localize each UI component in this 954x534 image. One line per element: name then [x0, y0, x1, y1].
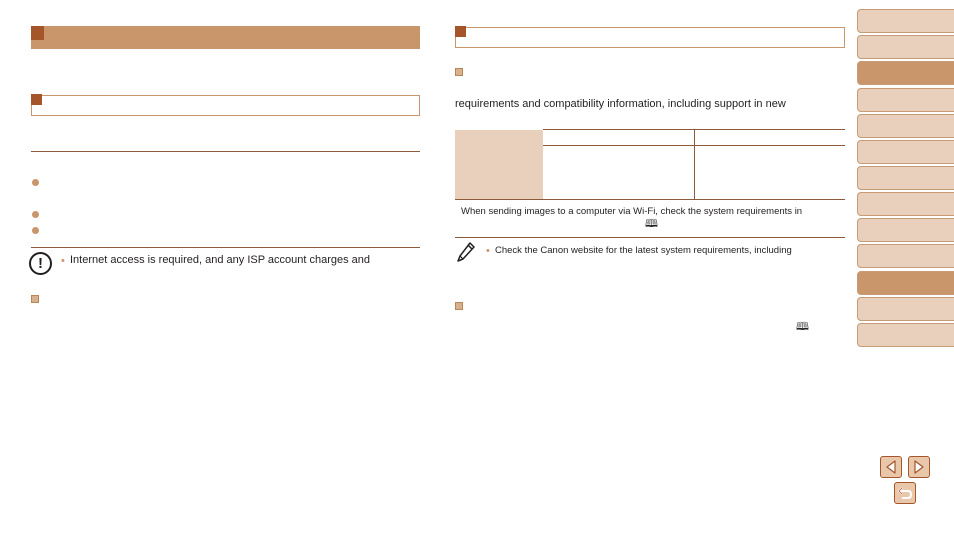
book-icon[interactable]: 🕮	[796, 321, 809, 333]
note-divider	[455, 237, 845, 238]
caution-icon: !	[29, 252, 52, 275]
sidebar-tab[interactable]	[857, 297, 954, 321]
sidebar-tab[interactable]	[857, 9, 954, 33]
subheading-marker	[455, 68, 463, 76]
back-button[interactable]	[894, 482, 916, 504]
sidebar-tab[interactable]	[857, 88, 954, 112]
table-note-text: When sending images to a computer via Wi-Fi, check the system requirements in	[461, 206, 803, 217]
note-bullet-mark: •	[486, 245, 490, 257]
pencil-icon	[456, 241, 476, 265]
section-heading-bar	[31, 26, 420, 49]
sidebar-tab[interactable]	[857, 35, 954, 59]
bullet-point	[32, 211, 39, 218]
right-heading-marker	[455, 26, 466, 37]
right-heading-box	[455, 27, 845, 48]
section-divider	[31, 151, 420, 152]
caution-divider	[31, 247, 420, 248]
sidebar-tab[interactable]	[857, 323, 954, 347]
subsection-heading-box	[31, 95, 420, 116]
sidebar-tab[interactable]	[857, 114, 954, 138]
note-bullet-text: Check the Canon website for the latest system requirements, including	[495, 245, 792, 256]
return-arrow-icon	[897, 486, 913, 500]
table-row-header-cell	[455, 130, 543, 200]
book-icon[interactable]: 🕮	[645, 218, 658, 230]
table-column-divider	[694, 130, 695, 200]
caution-bullet-mark: •	[61, 255, 65, 267]
table-bottom-rule	[455, 199, 845, 200]
subheading-marker	[31, 295, 39, 303]
intro-text: requirements and compatibility information, including support in new	[455, 98, 786, 110]
subheading-marker	[455, 302, 463, 310]
bullet-point	[32, 179, 39, 186]
sidebar-tab[interactable]	[857, 192, 954, 216]
sidebar-tab[interactable]	[857, 166, 954, 190]
next-arrow-icon	[913, 460, 925, 474]
next-page-button[interactable]	[908, 456, 930, 478]
sidebar-tab-active[interactable]	[857, 61, 954, 85]
section-heading-marker	[31, 26, 44, 40]
sidebar-tab[interactable]	[857, 244, 954, 268]
bullet-point	[32, 227, 39, 234]
caution-bullet-text: Internet access is required, and any ISP account charges and	[70, 254, 371, 266]
prev-arrow-icon	[885, 460, 897, 474]
previous-page-button[interactable]	[880, 456, 902, 478]
sidebar-tab-active[interactable]	[857, 271, 954, 295]
sidebar-tab[interactable]	[857, 218, 954, 242]
sidebar-tab[interactable]	[857, 140, 954, 164]
subsection-heading-marker	[31, 94, 42, 105]
